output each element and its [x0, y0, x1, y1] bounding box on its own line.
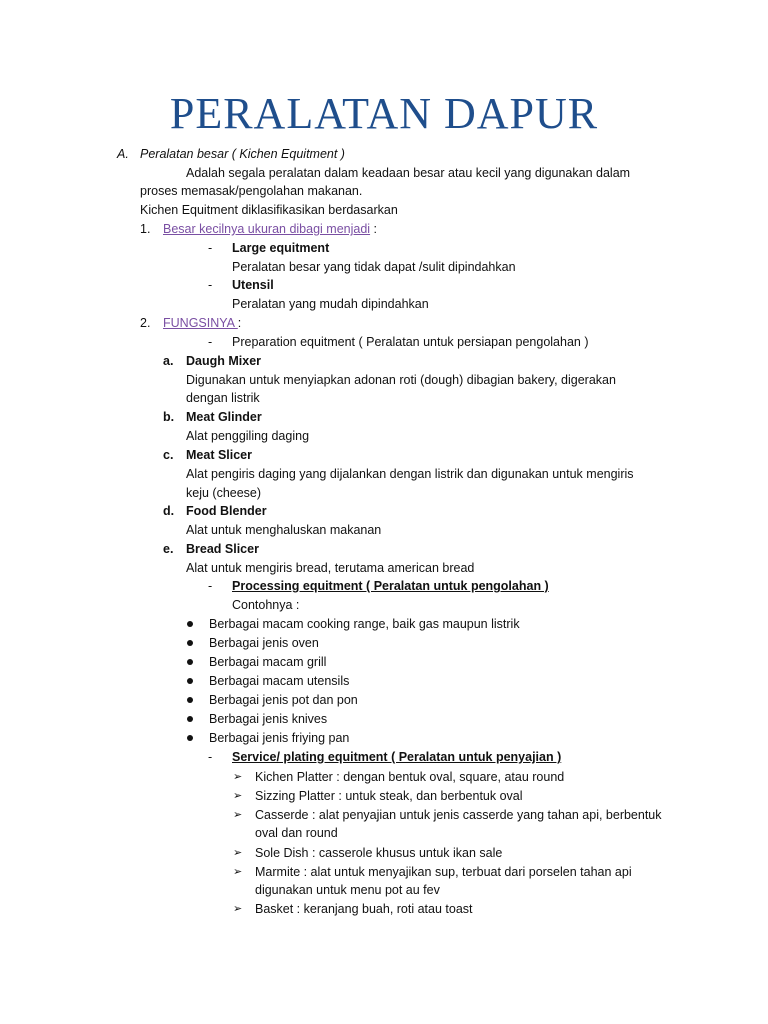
page-title: PERALATAN DAPUR — [169, 89, 599, 138]
utensil-dash: - — [208, 278, 213, 292]
prep-item-d-marker: d. — [163, 504, 175, 518]
processing-bullet-6: Berbagai jenis knives — [209, 712, 328, 726]
large-equitment-dash: - — [208, 241, 213, 255]
bullet-icon — [187, 621, 193, 627]
prep-item-c-marker: c. — [163, 448, 174, 462]
prep-item-c-title: Meat Slicer — [186, 448, 253, 462]
processing-bullet-7: Berbagai jenis friying pan — [209, 731, 350, 745]
arrow-bullet-icon: ➢ — [233, 903, 243, 915]
service-item-3-line-2: oval dan round — [255, 826, 338, 840]
processing-bullet-5: Berbagai jenis pot dan pon — [209, 693, 358, 707]
prep-item-e-marker: e. — [163, 542, 174, 556]
item-1-heading-wrap — [163, 221, 377, 237]
bullet-icon — [187, 640, 193, 646]
service-item-2: Sizzing Platter : untuk steak, dan berbentuk oval — [255, 789, 523, 803]
arrow-bullet-icon: ➢ — [233, 790, 243, 802]
service-item-3-line-1: Casserde : alat penyajian untuk jenis casserde yang tahan api, berbentuk — [255, 808, 662, 822]
section-a-heading: Peralatan besar ( Kichen Equitment ) — [140, 147, 345, 161]
prep-item-b-title: Meat Glinder — [186, 410, 262, 424]
arrow-bullet-icon: ➢ — [233, 809, 243, 821]
service-item-1: Kichen Platter : dengan bentuk oval, square, atau round — [255, 770, 565, 784]
prep-item-c-desc-1: Alat pengiris daging yang dijalankan dengan listrik dan digunakan untuk mengiris — [186, 467, 634, 481]
classified-line: Kichen Equitment diklasifikasikan berdasarkan — [140, 203, 398, 217]
utensil-desc: Peralatan yang mudah dipindahkan — [232, 297, 429, 311]
prep-item-a-desc-1: Digunakan untuk menyiapkan adonan roti (dough) dibagian bakery, digerakan — [186, 373, 616, 387]
arrow-bullet-icon: ➢ — [233, 847, 243, 859]
processing-heading: Processing equitment ( Peralatan untuk pengolahan ) — [232, 579, 549, 593]
service-heading: Service/ plating equitment ( Peralatan untuk penyajian ) — [232, 750, 562, 764]
processing-bullet-4: Berbagai macam utensils — [209, 674, 350, 688]
processing-dash: - — [208, 579, 213, 593]
prep-item-e-desc-1: Alat untuk mengiris bread, terutama american bread — [186, 561, 475, 575]
bullet-icon — [187, 716, 193, 722]
prep-item-a-marker: a. — [163, 354, 174, 368]
item-1-colon: : — [370, 222, 378, 236]
bullet-icon — [187, 659, 193, 665]
large-equitment-title: Large equitment — [232, 241, 330, 255]
utensil-title: Utensil — [232, 278, 274, 292]
prep-item-b-desc-1: Alat penggiling daging — [186, 429, 310, 443]
item-2-heading-link[interactable]: FUNGSINYA — [163, 316, 238, 330]
processing-bullet-1: Berbagai macam cooking range, baik gas maupun listrik — [209, 617, 520, 631]
item-1-marker: 1. — [140, 222, 151, 236]
processing-example-label: Contohnya : — [232, 598, 300, 612]
intro-line-2: proses memasak/pengolahan makanan. — [140, 184, 363, 198]
prep-item-c-desc-2: keju (cheese) — [186, 486, 262, 500]
item-2-marker: 2. — [140, 316, 151, 330]
bullet-icon — [187, 678, 193, 684]
item-2-heading-wrap — [163, 315, 241, 331]
service-item-5-line-1: Marmite : alat untuk menyajikan sup, terbuat dari porselen tahan api — [255, 865, 632, 879]
arrow-bullet-icon: ➢ — [233, 771, 243, 783]
bullet-icon — [187, 697, 193, 703]
prep-item-a-desc-2: dengan listrik — [186, 391, 260, 405]
service-item-5-line-2: digunakan untuk menu pot au fev — [255, 883, 440, 897]
prep-item-d-desc-1: Alat untuk menghaluskan makanan — [186, 523, 382, 537]
service-dash: - — [208, 750, 213, 764]
prep-item-d-title: Food Blender — [186, 504, 267, 518]
prep-item-b-marker: b. — [163, 410, 175, 424]
intro-line-1: Adalah segala peralatan dalam keadaan besar atau kecil yang digunakan dalam — [186, 166, 631, 180]
prep-heading: Preparation equitment ( Peralatan untuk persiapan pengolahan ) — [232, 335, 589, 349]
processing-bullet-3: Berbagai macam grill — [209, 655, 327, 669]
processing-bullet-2: Berbagai jenis oven — [209, 636, 319, 650]
service-item-4: Sole Dish : casserole khusus untuk ikan sale — [255, 846, 503, 860]
prep-item-a-title: Daugh Mixer — [186, 354, 262, 368]
item-2-colon: : — [237, 316, 242, 330]
prep-dash: - — [208, 335, 213, 349]
service-item-6: Basket : keranjang buah, roti atau toast — [255, 902, 473, 916]
large-equitment-desc: Peralatan besar yang tidak dapat /sulit dipindahkan — [232, 260, 516, 274]
item-1-heading-link[interactable]: Besar kecilnya ukuran dibagi menjadi — [163, 222, 371, 236]
bullet-icon — [187, 735, 193, 741]
prep-item-e-title: Bread Slicer — [186, 542, 259, 556]
arrow-bullet-icon: ➢ — [233, 866, 243, 878]
section-a-marker: A. — [117, 147, 129, 161]
